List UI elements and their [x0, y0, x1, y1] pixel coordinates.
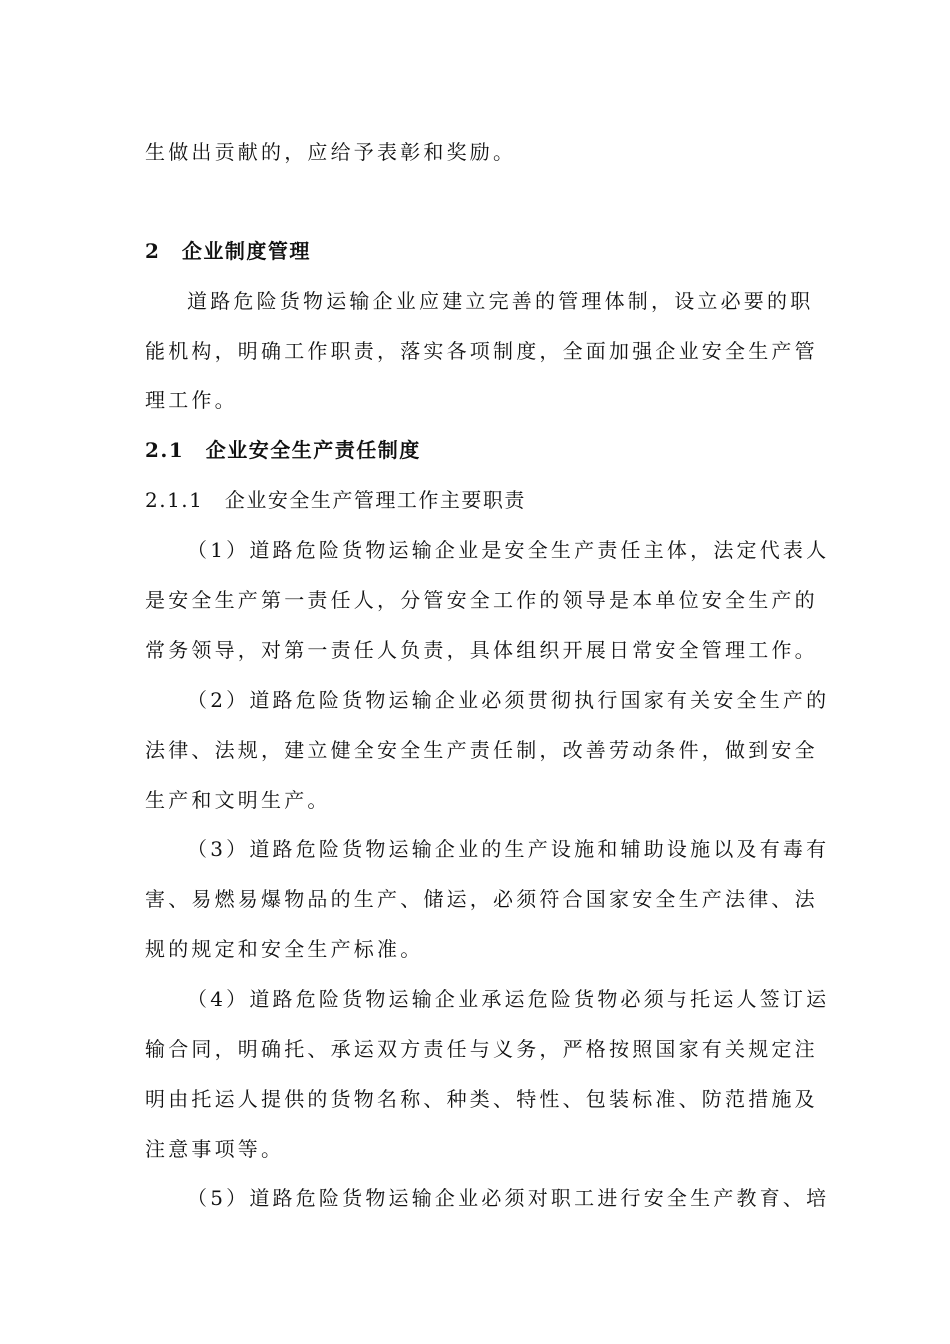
paragraph-line: 明由托运人提供的货物名称、种类、特性、包装标准、防范措施及 — [145, 1087, 818, 1111]
paragraph-line: （5）道路危险货物运输企业必须对职工进行安全生产教育、培 — [187, 1186, 830, 1210]
paragraph-line: 道路危险货物运输企业应建立完善的管理体制，设立必要的职 — [187, 289, 814, 313]
subsection-heading: 2.1 企业安全生产责任制度 — [145, 438, 421, 462]
paragraph-line: 生做出贡献的，应给予表彰和奖励。 — [145, 140, 517, 164]
paragraph-line: 法律、法规，建立健全安全生产责任制，改善劳动条件，做到安全 — [145, 738, 818, 762]
paragraph-line: 能机构，明确工作职责，落实各项制度，全面加强企业安全生产管 — [145, 339, 818, 363]
paragraph-line: 输合同，明确托、承运双方责任与义务，严格按照国家有关规定注 — [145, 1037, 818, 1061]
paragraph-line: 生产和文明生产。 — [145, 788, 331, 812]
subsubsection-heading: 2.1.1 企业安全生产管理工作主要职责 — [145, 488, 526, 512]
paragraph-line: 理工作。 — [145, 388, 238, 412]
paragraph-line: （1）道路危险货物运输企业是安全生产责任主体，法定代表人 — [187, 538, 830, 562]
paragraph-line: 害、易燃易爆物品的生产、储运，必须符合国家安全生产法律、法 — [145, 887, 818, 911]
paragraph-line: 注意事项等。 — [145, 1137, 285, 1161]
paragraph-line: （4）道路危险货物运输企业承运危险货物必须与托运人签订运 — [187, 987, 830, 1011]
paragraph-line: 常务领导，对第一责任人负责，具体组织开展日常安全管理工作。 — [145, 638, 818, 662]
paragraph-line: 规的规定和安全生产标准。 — [145, 937, 424, 961]
paragraph-line: （3）道路危险货物运输企业的生产设施和辅助设施以及有毒有 — [187, 837, 830, 861]
paragraph-line: （2）道路危险货物运输企业必须贯彻执行国家有关安全生产的 — [187, 688, 830, 712]
section-heading: 2 企业制度管理 — [145, 239, 311, 263]
paragraph-line: 是安全生产第一责任人，分管安全工作的领导是本单位安全生产的 — [145, 588, 818, 612]
